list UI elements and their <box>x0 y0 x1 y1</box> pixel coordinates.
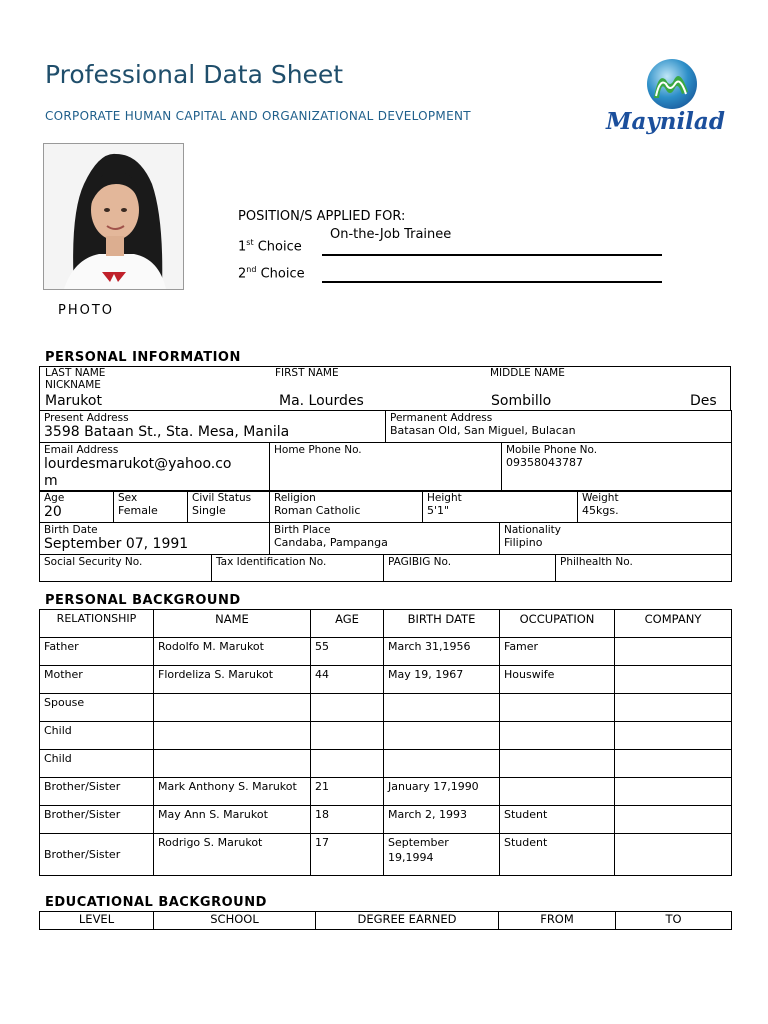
sss-label: Social Security No. <box>44 556 143 568</box>
header-level: LEVEL <box>40 912 154 930</box>
page-subtitle: CORPORATE HUMAN CAPITAL AND ORGANIZATIONAL DEVELOPMENT <box>45 109 471 123</box>
occupation-cell: Student <box>500 806 615 834</box>
sex-cell <box>114 491 188 523</box>
birth-date-cell: March 2, 1993 <box>384 806 500 834</box>
birth-place-cell <box>270 523 500 555</box>
header-school: SCHOOL <box>154 912 316 930</box>
relationship-cell: Mother <box>40 666 154 694</box>
company-cell <box>615 722 732 750</box>
nickname-value: Des <box>690 393 717 409</box>
age-value: 20 <box>44 504 62 520</box>
company-cell <box>615 750 732 778</box>
applicant-photo <box>43 143 184 290</box>
pagibig-cell <box>384 555 556 582</box>
table-row <box>40 778 732 806</box>
page-title: Professional Data Sheet <box>45 60 344 89</box>
first-choice-line <box>322 254 662 256</box>
sss-cell <box>40 555 212 582</box>
table-row <box>40 694 732 722</box>
age-cell <box>311 722 384 750</box>
nationality-label: Nationality <box>504 524 562 536</box>
age-cell <box>40 491 114 523</box>
height-label: Height <box>427 492 462 504</box>
relationship-cell: Spouse <box>40 694 154 722</box>
table-row <box>40 806 732 834</box>
name-cell: Flordeliza S. Marukot <box>154 666 311 694</box>
age-label: Age <box>44 492 65 504</box>
birth-date-label: Birth Date <box>44 524 98 536</box>
religion-cell <box>270 491 423 523</box>
first-name-label: FIRST NAME <box>275 367 339 379</box>
age-cell <box>311 750 384 778</box>
occupation-cell: Famer <box>500 638 615 666</box>
name-cell: Rodrigo S. Marukot <box>154 834 311 876</box>
second-choice-line <box>322 281 662 283</box>
company-cell <box>615 694 732 722</box>
position-applied-label: POSITION/S APPLIED FOR: <box>238 209 406 224</box>
birth-table <box>39 522 732 555</box>
pagibig-label: PAGIBIG No. <box>388 556 452 568</box>
height-value: 5'1" <box>427 504 450 517</box>
header-occupation: OCCUPATION <box>500 610 615 638</box>
sex-value: Female <box>118 504 158 517</box>
maynilad-logo <box>598 58 743 144</box>
relationship-cell: Father <box>40 638 154 666</box>
relationship-cell: Child <box>40 722 154 750</box>
present-address-value: 3598 Bataan St., Sta. Mesa, Manila <box>44 424 290 440</box>
philhealth-label: Philhealth No. <box>560 556 633 568</box>
middle-name-value: Sombillo <box>491 393 552 409</box>
mobile-phone-label: Mobile Phone No. <box>506 444 598 456</box>
birth-date-cell <box>40 523 270 555</box>
birth-place-label: Birth Place <box>274 524 331 536</box>
last-name-value: Marukot <box>45 393 102 409</box>
philhealth-cell <box>556 555 732 582</box>
first-choice-word: Choice <box>253 239 302 255</box>
occupation-cell <box>500 694 615 722</box>
weight-cell <box>578 491 732 523</box>
educational-background-table <box>39 911 732 930</box>
nationality-cell <box>500 523 732 555</box>
weight-label: Weight <box>582 492 619 504</box>
height-cell <box>423 491 578 523</box>
home-phone-cell <box>270 443 502 492</box>
tin-cell <box>212 555 384 582</box>
name-cell <box>40 367 731 411</box>
header-relationship: RELATIONSHIP <box>40 610 154 638</box>
name-cell <box>154 750 311 778</box>
education-header-row <box>40 912 732 930</box>
weight-value: 45kgs. <box>582 504 619 517</box>
age-cell <box>311 694 384 722</box>
birth-date-cell: March 31,1956 <box>384 638 500 666</box>
occupation-cell: Houswife <box>500 666 615 694</box>
home-phone-label: Home Phone No. <box>274 444 362 456</box>
background-header-row <box>40 610 732 638</box>
address-table <box>39 410 732 443</box>
table-row <box>40 722 732 750</box>
header-degree-earned: DEGREE EARNED <box>316 912 499 930</box>
header-age: AGE <box>311 610 384 638</box>
name-cell: May Ann S. Marukot <box>154 806 311 834</box>
occupation-cell <box>500 778 615 806</box>
age-cell: 18 <box>311 806 384 834</box>
header-to: TO <box>616 912 732 930</box>
personal-background-heading: PERSONAL BACKGROUND <box>45 593 241 608</box>
second-choice-word: Choice <box>256 266 305 282</box>
sex-label: Sex <box>118 492 138 504</box>
mobile-phone-cell <box>502 443 732 492</box>
relationship-cell: Child <box>40 750 154 778</box>
logo-text: Maynilad <box>606 108 725 135</box>
occupation-cell <box>500 722 615 750</box>
age-cell: 17 <box>311 834 384 876</box>
name-cell <box>154 694 311 722</box>
nationality-value: Filipino <box>504 536 543 549</box>
middle-name-label: MIDDLE NAME <box>490 367 565 379</box>
permanent-address-value: Batasan Old, San Miguel, Bulacan <box>390 424 576 437</box>
first-name-value: Ma. Lourdes <box>279 393 364 409</box>
age-cell: 55 <box>311 638 384 666</box>
table-row <box>40 666 732 694</box>
second-choice-number: 2 <box>238 266 247 282</box>
photo-label: PHOTO <box>58 303 115 318</box>
name-cell: Rodolfo M. Marukot <box>154 638 311 666</box>
age-cell: 21 <box>311 778 384 806</box>
birth-date-cell: January 17,1990 <box>384 778 500 806</box>
birth-date-cell <box>384 694 500 722</box>
birth-date-cell <box>384 750 500 778</box>
email-label: Email Address <box>44 444 119 456</box>
educational-background-heading: EDUCATIONAL BACKGROUND <box>45 895 267 910</box>
last-name-label: LAST NAME <box>45 367 106 379</box>
email-value-line1: lourdesmarukot@yahoo.co <box>44 456 232 472</box>
birth-date-value: September 07, 1991 <box>44 536 189 552</box>
religion-value: Roman Catholic <box>274 504 361 517</box>
demographics-table <box>39 490 732 523</box>
email-cell <box>40 443 270 492</box>
header-company: COMPANY <box>615 610 732 638</box>
first-choice-suffix: st <box>246 238 254 247</box>
header-name: NAME <box>154 610 311 638</box>
name-cell: Mark Anthony S. Marukot <box>154 778 311 806</box>
company-cell <box>615 806 732 834</box>
birth-date-cell <box>384 722 500 750</box>
second-choice-suffix: nd <box>246 265 257 274</box>
permanent-address-cell <box>386 411 732 443</box>
company-cell <box>615 778 732 806</box>
company-cell <box>615 666 732 694</box>
company-cell <box>615 638 732 666</box>
contact-table <box>39 442 732 492</box>
header-birth-date: BIRTH DATE <box>384 610 500 638</box>
relationship-cell: Brother/Sister <box>40 806 154 834</box>
present-address-label: Present Address <box>44 412 129 424</box>
birth-date-cell: May 19, 1967 <box>384 666 500 694</box>
civil-status-label: Civil Status <box>192 492 252 504</box>
government-id-table <box>39 554 732 582</box>
company-cell <box>615 834 732 876</box>
personal-background-table <box>39 609 732 876</box>
portrait-image-icon <box>44 144 183 289</box>
second-choice-label <box>238 265 305 281</box>
table-row <box>40 834 732 876</box>
birth-place-value: Candaba, Pampanga <box>274 536 388 549</box>
first-choice-label <box>238 238 302 254</box>
civil-status-cell <box>188 491 270 523</box>
religion-label: Religion <box>274 492 316 504</box>
email-value-line2: m <box>44 473 58 489</box>
occupation-cell: Student <box>500 834 615 876</box>
mobile-phone-value: 09358043787 <box>506 456 583 469</box>
name-cell <box>154 722 311 750</box>
age-cell: 44 <box>311 666 384 694</box>
birth-date-cell: September 19,1994 <box>384 834 500 876</box>
name-table <box>39 366 731 411</box>
occupation-cell <box>500 750 615 778</box>
table-row <box>40 638 732 666</box>
present-address-cell <box>40 411 386 443</box>
personal-information-heading: PERSONAL INFORMATION <box>45 350 241 365</box>
first-choice-number: 1 <box>238 239 247 255</box>
relationship-cell: Brother/Sister <box>40 834 154 876</box>
permanent-address-label: Permanent Address <box>390 412 493 424</box>
header-from: FROM <box>499 912 616 930</box>
civil-status-value: Single <box>192 504 226 517</box>
table-row <box>40 750 732 778</box>
first-choice-value: On-the-Job Trainee <box>330 227 452 242</box>
nickname-label: NICKNAME <box>45 379 101 391</box>
relationship-cell: Brother/Sister <box>40 778 154 806</box>
tin-label: Tax Identification No. <box>216 556 327 568</box>
